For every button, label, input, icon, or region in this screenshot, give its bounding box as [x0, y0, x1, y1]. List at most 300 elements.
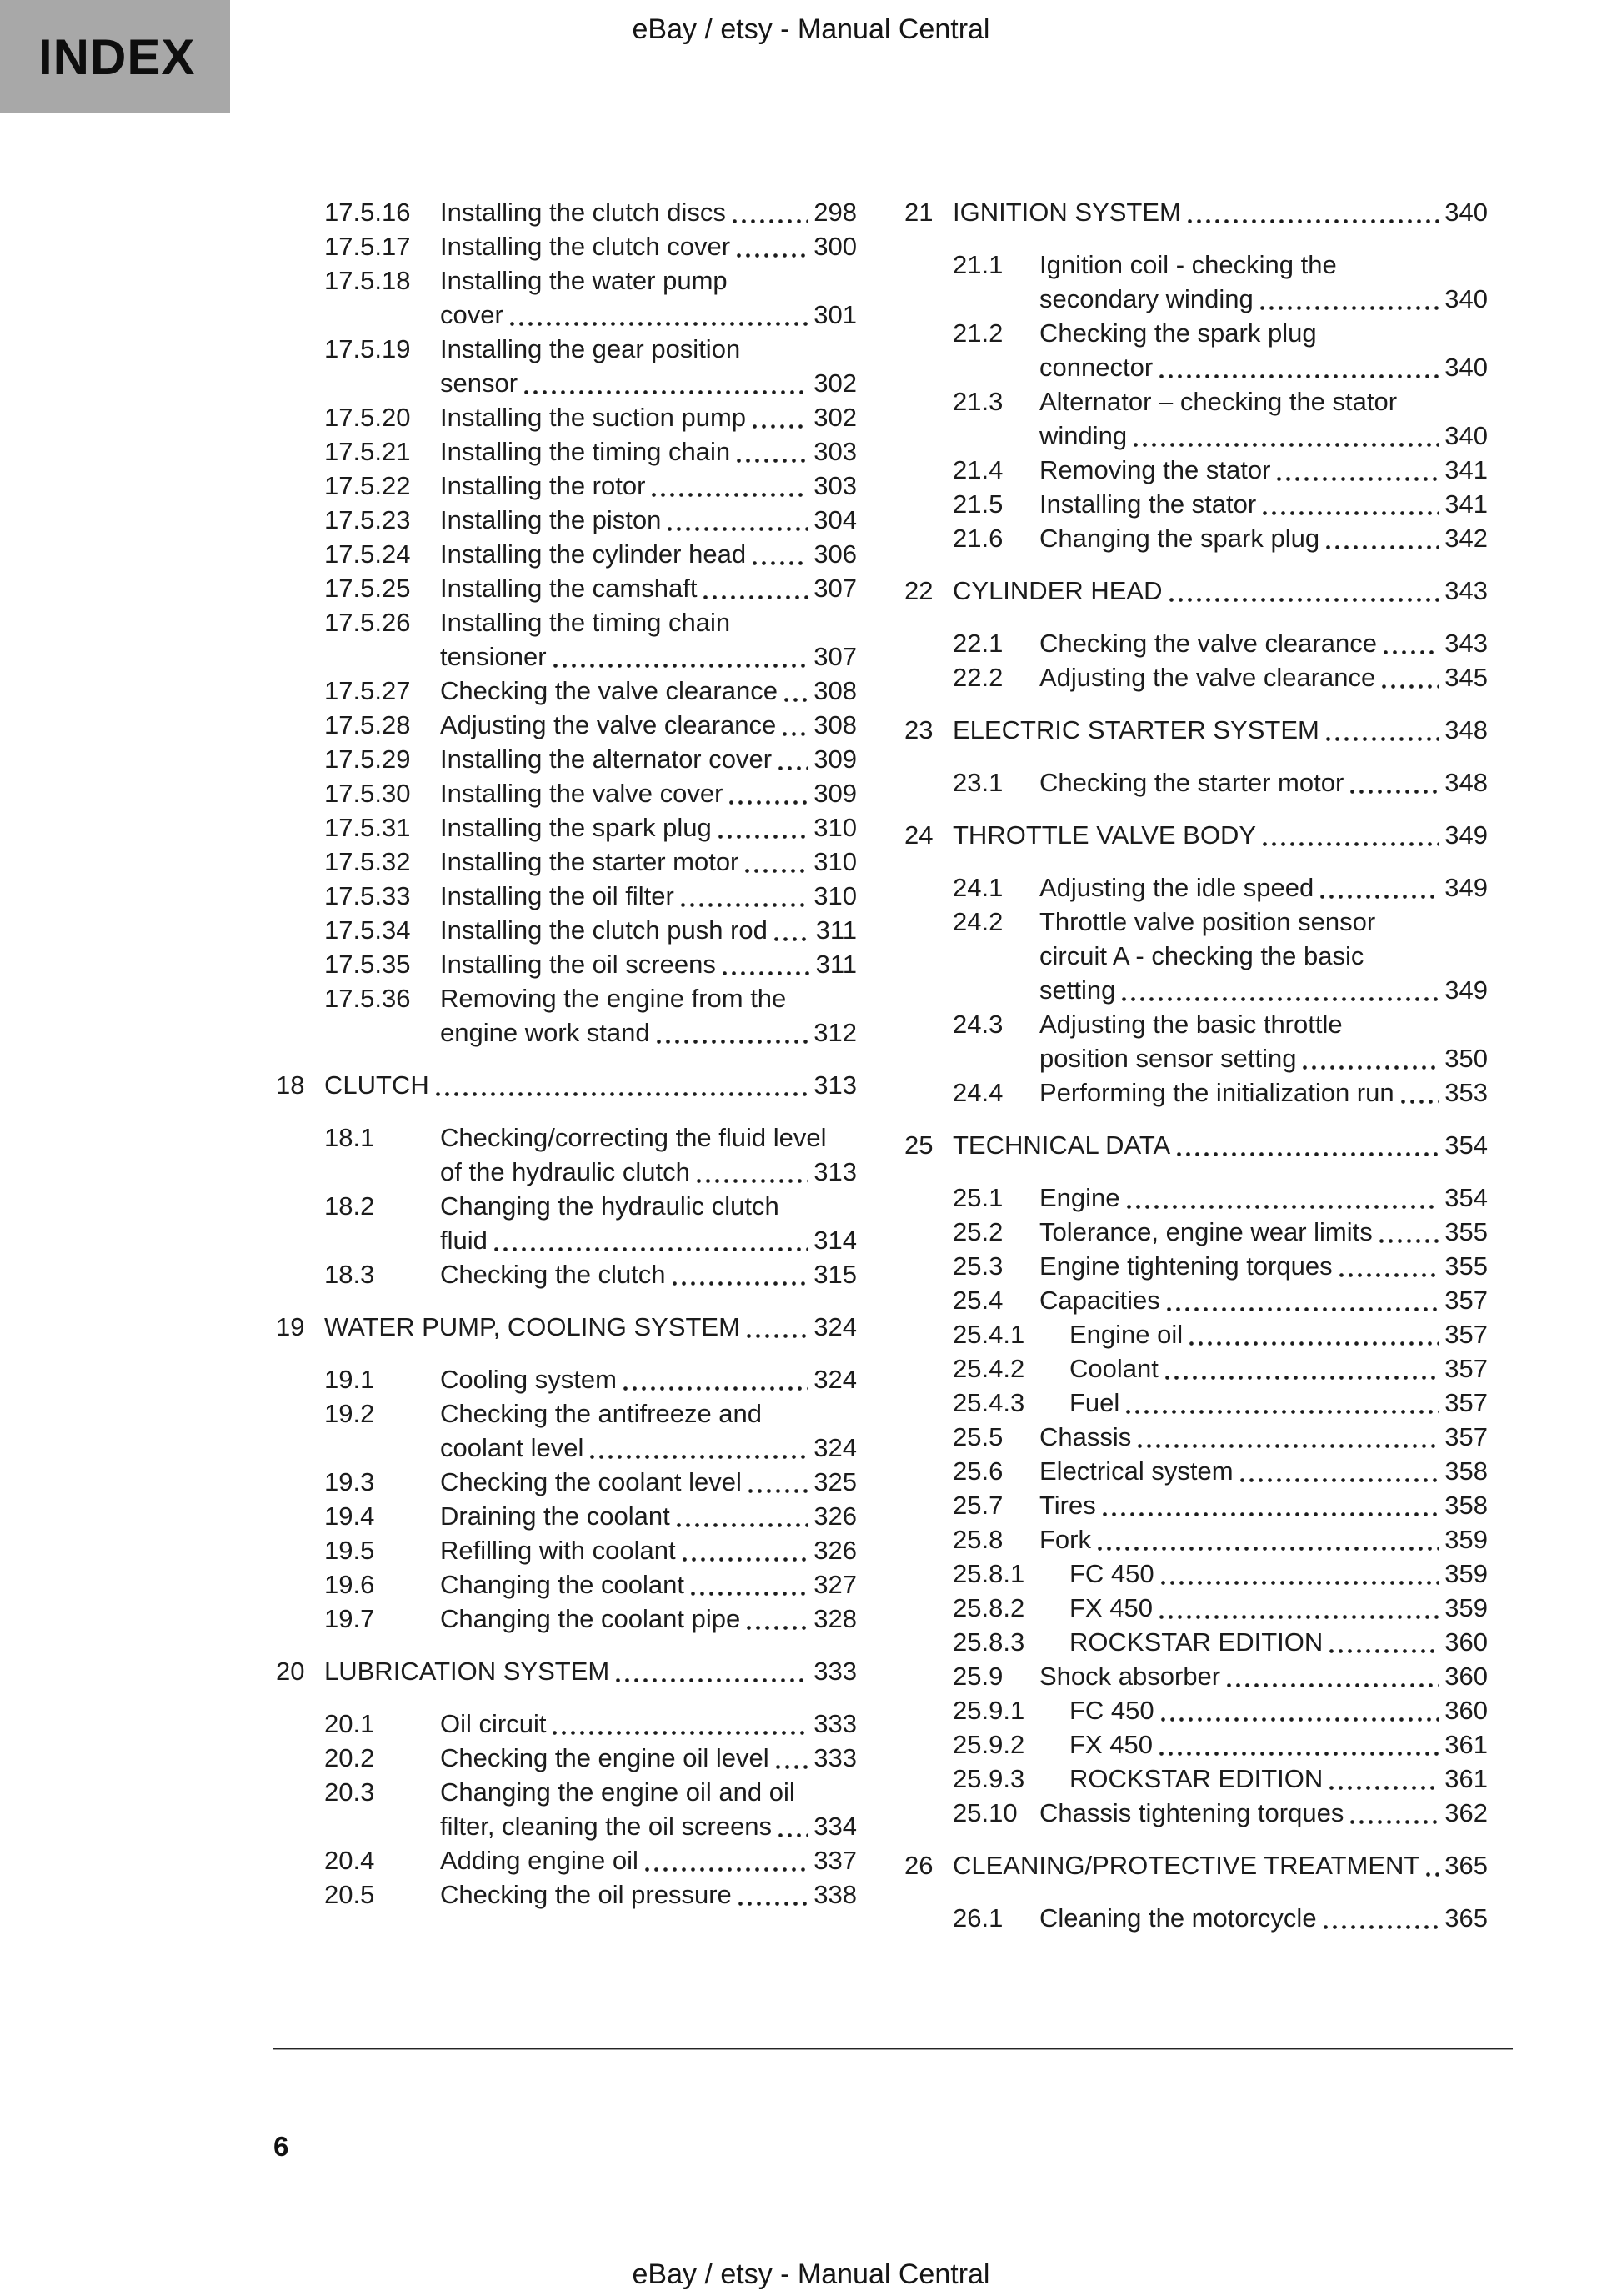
entry-last-line [1039, 1249, 1488, 1283]
leader-dots [1157, 1727, 1439, 1762]
leader-dots [1348, 1796, 1439, 1830]
entry-title: Refilling with coolant [440, 1536, 676, 1565]
entry-number: 25.8 [953, 1525, 1004, 1554]
entry-page-number: 341 [1444, 455, 1488, 484]
leader-dots [1348, 765, 1439, 800]
entry-title: Installing the clutch cover [440, 232, 731, 261]
entry-number: 17.5.17 [324, 232, 411, 261]
entry-number: 19.1 [324, 1365, 375, 1394]
toc-entry-row [276, 229, 857, 263]
entry-page-number: 304 [814, 505, 857, 534]
entry-body [1069, 1625, 1488, 1659]
leader-dots [1131, 419, 1439, 453]
entry-body [440, 674, 857, 708]
toc-entry-row [904, 905, 1488, 1007]
entry-last-line [1069, 1693, 1488, 1727]
entry-title: Cooling system [440, 1365, 617, 1394]
entry-body [1039, 1659, 1488, 1693]
entry-number: 23.1 [953, 768, 1004, 797]
entry-number: 25 [904, 1130, 934, 1160]
entry-body [1039, 1249, 1488, 1283]
entry-title: THROTTLE VALVE BODY [953, 820, 1257, 850]
entry-title: Installing the rotor [440, 471, 646, 500]
entry-last-line [440, 1741, 857, 1775]
entry-page-number: 307 [814, 574, 857, 603]
entry-number: 17.5.32 [324, 847, 411, 876]
entry-number: 18.2 [324, 1191, 375, 1221]
entry-last-line [440, 1707, 857, 1741]
entry-page-number: 357 [1444, 1320, 1488, 1349]
entry-page-number: 365 [1444, 1903, 1488, 1933]
entry-number: 18 [276, 1070, 305, 1100]
entry-title: CYLINDER HEAD [953, 576, 1163, 605]
entry-number: 17.5.33 [324, 881, 411, 910]
entry-body [440, 1877, 857, 1912]
entry-body [440, 1465, 857, 1499]
entry-number: 20.3 [324, 1777, 375, 1807]
entry-page-number: 313 [814, 1070, 857, 1100]
toc-entry-row [276, 263, 857, 332]
entry-number: 19.6 [324, 1570, 375, 1599]
entry-last-line [440, 674, 857, 708]
entry-number: 25.9 [953, 1662, 1004, 1691]
entry-title: ROCKSTAR EDITION [1069, 1627, 1324, 1657]
entry-page-number: 301 [814, 300, 857, 329]
entry-body [440, 503, 857, 537]
entry-body [1039, 487, 1488, 521]
entry-body [440, 776, 857, 810]
entry-last-line [440, 1499, 857, 1533]
entry-title: Installing the timing chain [440, 437, 731, 466]
entry-last-line [440, 1223, 857, 1257]
entry-number: 20.4 [324, 1846, 375, 1875]
entry-body [440, 1775, 857, 1843]
entry-title: Checking the clutch [440, 1260, 666, 1289]
entry-page-number: 357 [1444, 1286, 1488, 1315]
leader-dots [730, 195, 808, 229]
entry-body [440, 810, 857, 845]
toc-entry-row [276, 810, 857, 845]
entry-page-number: 354 [1444, 1183, 1488, 1212]
leader-dots [1300, 1041, 1439, 1075]
entry-last-line [440, 1533, 857, 1567]
toc-entry-row [904, 1591, 1488, 1625]
toc-entry-row [904, 1283, 1488, 1317]
entry-last-line [324, 1068, 857, 1102]
leader-dots [588, 1431, 808, 1465]
toc-entry-row [276, 605, 857, 674]
leader-dots [1157, 350, 1439, 384]
entry-page-number: 326 [814, 1536, 857, 1565]
entry-last-line [440, 1015, 857, 1050]
entry-number: 17.5.18 [324, 266, 411, 295]
entry-title-line: Alternator – checking the stator [1039, 387, 1398, 416]
entry-body [324, 1310, 857, 1344]
entry-body [440, 1257, 857, 1291]
footer-rule [273, 2048, 1513, 2049]
entry-title: Engine tightening torques [1039, 1251, 1333, 1281]
entry-body [1039, 1075, 1488, 1110]
entry-title: Tires [1039, 1491, 1096, 1520]
entry-last-line [953, 195, 1488, 229]
entry-title: Installing the valve cover [440, 779, 723, 808]
toc-entry-row [904, 1693, 1488, 1727]
toc-entry-row [276, 1120, 857, 1189]
leader-dots [688, 1567, 808, 1602]
entry-last-line [1039, 419, 1488, 453]
entry-title: TECHNICAL DATA [953, 1130, 1171, 1160]
entry-last-line [440, 195, 857, 229]
entry-page-number: 334 [814, 1812, 857, 1841]
entry-title: Engine oil [1069, 1320, 1184, 1349]
entry-number: 25.8.2 [953, 1593, 1025, 1622]
entry-title: Installing the alternator cover [440, 744, 773, 774]
leader-dots [734, 229, 808, 263]
leader-dots [551, 639, 808, 674]
entry-page-number: 343 [1444, 629, 1488, 658]
entry-body [324, 1068, 857, 1102]
entry-title: tensioner [440, 642, 547, 671]
entry-last-line [953, 1848, 1488, 1882]
entry-last-line [1039, 282, 1488, 316]
toc-entry-row [276, 1396, 857, 1465]
entry-number: 19.2 [324, 1399, 375, 1428]
entry-title: Adjusting the idle speed [1039, 873, 1314, 902]
entry-title: Checking the valve clearance [440, 676, 778, 705]
leader-dots [1095, 1522, 1439, 1557]
entry-last-line [440, 810, 857, 845]
toc-entry-row [904, 1762, 1488, 1796]
toc-column-right [904, 195, 1488, 1935]
entry-title: Installing the stator [1039, 489, 1257, 519]
entry-title-line: Changing the hydraulic clutch [440, 1191, 779, 1221]
toc-entry-row [904, 1659, 1488, 1693]
entry-number: 17.5.24 [324, 539, 411, 569]
entry-body [440, 195, 857, 229]
entry-last-line [440, 913, 857, 947]
entry-page-number: 358 [1444, 1491, 1488, 1520]
entry-number: 20 [276, 1657, 305, 1686]
entry-body [1069, 1386, 1488, 1420]
entry-number: 20.2 [324, 1743, 375, 1772]
entry-number: 25.10 [953, 1798, 1018, 1827]
entry-number: 25.8.3 [953, 1627, 1025, 1657]
entry-title: Tolerance, engine wear limits [1039, 1217, 1373, 1246]
entry-page-number: 300 [814, 232, 857, 261]
entry-body [1039, 1522, 1488, 1557]
entry-number: 17.5.36 [324, 984, 411, 1013]
entry-title: fluid [440, 1226, 488, 1255]
entry-last-line [1039, 1420, 1488, 1454]
entry-last-line [440, 1843, 857, 1877]
entry-page-number: 324 [814, 1433, 857, 1462]
toc-entry-row [904, 1386, 1488, 1420]
entry-body [1039, 1901, 1488, 1935]
entry-body [324, 1654, 857, 1688]
toc-entry-row [904, 1522, 1488, 1557]
entry-title-line: Ignition coil - checking the [1039, 250, 1337, 279]
entry-body [1069, 1317, 1488, 1351]
toc-entry-row [276, 1533, 857, 1567]
entry-body [1039, 905, 1488, 1007]
entry-number: 17.5.26 [324, 608, 411, 637]
entry-last-line [953, 818, 1488, 852]
entry-number: 25.4.3 [953, 1388, 1025, 1417]
toc-entry-row [904, 1317, 1488, 1351]
leader-dots [1159, 1693, 1439, 1727]
toc-entry-row [276, 469, 857, 503]
entry-number: 21.4 [953, 455, 1004, 484]
entry-last-line [1039, 1901, 1488, 1935]
entry-last-line [440, 469, 857, 503]
entry-last-line [1039, 487, 1488, 521]
entry-last-line [1039, 521, 1488, 555]
entry-number: 17.5.28 [324, 710, 411, 739]
leader-dots [1377, 1215, 1439, 1249]
entry-page-number: 313 [814, 1157, 857, 1186]
entry-number: 17.5.27 [324, 676, 411, 705]
toc-entry-row [276, 537, 857, 571]
leader-dots [1187, 1317, 1439, 1351]
entry-last-line [440, 1567, 857, 1602]
entry-page-number: 357 [1444, 1354, 1488, 1383]
entry-last-line [953, 1128, 1488, 1162]
toc-entry-row [904, 1557, 1488, 1591]
entry-body [440, 571, 857, 605]
entry-body [440, 1499, 857, 1533]
entry-body [953, 574, 1488, 608]
entry-page-number: 349 [1444, 820, 1488, 850]
entry-title-line: circuit A - checking the basic [1039, 941, 1364, 970]
entry-body [440, 1741, 857, 1775]
entry-last-line [1069, 1386, 1488, 1420]
toc-entry-row [276, 1465, 857, 1499]
entry-body [1039, 870, 1488, 905]
leader-dots [665, 503, 808, 537]
entry-body [440, 845, 857, 879]
entry-body [440, 1189, 857, 1257]
leader-dots [674, 1499, 808, 1533]
entry-number: 21.5 [953, 489, 1004, 519]
entry-body [440, 708, 857, 742]
leader-dots [773, 1741, 808, 1775]
entry-title: CLUTCH [324, 1070, 429, 1100]
entry-title: Checking the engine oil level [440, 1743, 769, 1772]
entry-body [1039, 521, 1488, 555]
entry-number: 19.3 [324, 1467, 375, 1496]
toc-entry-row [276, 776, 857, 810]
entry-title: ROCKSTAR EDITION [1069, 1764, 1324, 1793]
entry-page-number: 315 [814, 1260, 857, 1289]
entry-title-line: Checking/correcting the fluid level [440, 1123, 827, 1152]
entry-page-number: 357 [1444, 1388, 1488, 1417]
entry-page-number: 350 [1444, 1044, 1488, 1073]
entry-last-line [1039, 870, 1488, 905]
leader-dots [433, 1068, 808, 1102]
leader-dots [1260, 818, 1439, 852]
entry-last-line [1069, 1762, 1488, 1796]
toc-entry-row [276, 195, 857, 229]
leader-dots [782, 674, 808, 708]
entry-page-number: 298 [814, 198, 857, 227]
toc-entry-row [276, 1189, 857, 1257]
entry-title: Installing the starter motor [440, 847, 739, 876]
leader-dots [522, 366, 808, 400]
leader-dots [1260, 487, 1439, 521]
entry-body [1039, 1007, 1488, 1075]
entry-number: 25.3 [953, 1251, 1004, 1281]
entry-title: WATER PUMP, COOLING SYSTEM [324, 1312, 740, 1341]
toc-entry-row [276, 845, 857, 879]
entry-title: LUBRICATION SYSTEM [324, 1657, 610, 1686]
leader-dots [736, 1877, 808, 1912]
entry-page-number: 324 [814, 1365, 857, 1394]
entry-title-line: Checking the spark plug [1039, 318, 1317, 348]
leader-dots [1318, 870, 1439, 905]
entry-body [440, 1362, 857, 1396]
entry-title: Checking the valve clearance [1039, 629, 1377, 658]
entry-title: Installing the suction pump [440, 403, 747, 432]
entry-title: Electrical system [1039, 1456, 1234, 1486]
entry-number: 22 [904, 576, 934, 605]
entry-body [1069, 1557, 1488, 1591]
entry-title: secondary winding [1039, 284, 1254, 313]
leader-dots [744, 1310, 808, 1344]
entry-last-line [440, 1257, 857, 1291]
entry-body [440, 434, 857, 469]
entry-number: 26.1 [953, 1903, 1004, 1933]
entry-number: 24 [904, 820, 934, 850]
entry-last-line [1039, 1796, 1488, 1830]
entry-body [1039, 1181, 1488, 1215]
entry-page-number: 359 [1444, 1559, 1488, 1588]
toc-entry-row [904, 1249, 1488, 1283]
toc-entry-row [904, 1901, 1488, 1935]
entry-number: 25.8.1 [953, 1559, 1025, 1588]
entry-number: 17.5.16 [324, 198, 411, 227]
entry-page-number: 307 [814, 642, 857, 671]
toc-entry-row [276, 503, 857, 537]
entry-number: 18.1 [324, 1123, 375, 1152]
entry-last-line [440, 400, 857, 434]
toc-entry-row [276, 1257, 857, 1291]
leader-dots [1163, 1351, 1439, 1386]
leader-dots [1379, 660, 1439, 694]
entry-title: Capacities [1039, 1286, 1160, 1315]
leader-dots [1238, 1454, 1439, 1488]
toc-entry-row [904, 765, 1488, 800]
toc-entry-row [904, 1625, 1488, 1659]
entry-number: 17.5.25 [324, 574, 411, 603]
entry-title-line: Installing the timing chain [440, 608, 731, 637]
leader-dots [1224, 1659, 1439, 1693]
entry-page-number: 359 [1444, 1593, 1488, 1622]
entry-page-number: 361 [1444, 1730, 1488, 1759]
toc-entry-row [904, 521, 1488, 555]
entry-title: Chassis [1039, 1422, 1132, 1451]
entry-page-number: 355 [1444, 1217, 1488, 1246]
entry-number: 17.5.22 [324, 471, 411, 500]
entry-number: 17.5.30 [324, 779, 411, 808]
entry-title: FX 450 [1069, 1730, 1153, 1759]
entry-number: 17.5.19 [324, 334, 411, 363]
entry-last-line [1039, 1041, 1488, 1075]
toc-section-row [904, 574, 1488, 608]
toc-entry-row [904, 1075, 1488, 1110]
entry-title: ELECTRIC STARTER SYSTEM [953, 715, 1319, 744]
entry-title: Installing the piston [440, 505, 662, 534]
entry-body [440, 1843, 857, 1877]
entry-number: 25.1 [953, 1183, 1004, 1212]
entry-last-line [1069, 1351, 1488, 1386]
toc-entry-row [276, 742, 857, 776]
leader-dots [776, 742, 808, 776]
entry-title: Adjusting the valve clearance [1039, 663, 1376, 692]
toc-entry-row [276, 913, 857, 947]
entry-last-line [1039, 453, 1488, 487]
entry-body [440, 913, 857, 947]
entry-number: 24.3 [953, 1010, 1004, 1039]
entry-page-number: 348 [1444, 715, 1488, 744]
leader-dots [772, 913, 810, 947]
entry-title: FX 450 [1069, 1593, 1153, 1622]
entry-body [440, 229, 857, 263]
toc-section-row [276, 1068, 857, 1102]
entry-title-line: Changing the engine oil and oil [440, 1777, 795, 1807]
entry-last-line [440, 947, 857, 981]
entry-number: 17.5.23 [324, 505, 411, 534]
entry-number: 25.9.3 [953, 1764, 1025, 1793]
entry-last-line [440, 503, 857, 537]
entry-body [1069, 1727, 1488, 1762]
entry-page-number: 362 [1444, 1798, 1488, 1827]
entry-number: 25.4.2 [953, 1354, 1025, 1383]
leader-dots [750, 400, 808, 434]
toc-entry-row [276, 1775, 857, 1843]
entry-number: 25.4.1 [953, 1320, 1025, 1349]
leader-dots [720, 947, 810, 981]
entry-last-line [440, 366, 857, 400]
leader-dots [701, 571, 808, 605]
entry-title: IGNITION SYSTEM [953, 198, 1181, 227]
entry-title: of the hydraulic clutch [440, 1157, 690, 1186]
entry-last-line [1039, 1283, 1488, 1317]
toc-entry-row [904, 316, 1488, 384]
leader-dots [1124, 1386, 1439, 1420]
entry-page-number: 326 [814, 1501, 857, 1531]
entry-page-number: 340 [1444, 284, 1488, 313]
entry-page-number: 310 [814, 847, 857, 876]
toc-entry-row [276, 947, 857, 981]
entry-last-line [440, 1465, 857, 1499]
entry-last-line [440, 1602, 857, 1636]
toc-entry-row [904, 487, 1488, 521]
leader-dots [694, 1155, 808, 1189]
entry-title: Chassis tightening torques [1039, 1798, 1344, 1827]
entry-last-line [1069, 1317, 1488, 1351]
entry-body [440, 1533, 857, 1567]
toc-entry-row [276, 1877, 857, 1912]
entry-body [440, 469, 857, 503]
entry-page-number: 340 [1444, 198, 1488, 227]
entry-body [440, 1707, 857, 1741]
entry-last-line [440, 1809, 857, 1843]
entry-title-line: Checking the antifreeze and [440, 1399, 763, 1428]
entry-page-number: 359 [1444, 1525, 1488, 1554]
toc-entry-row [904, 384, 1488, 453]
entry-page-number: 338 [814, 1880, 857, 1909]
entry-number: 17.5.34 [324, 915, 411, 945]
